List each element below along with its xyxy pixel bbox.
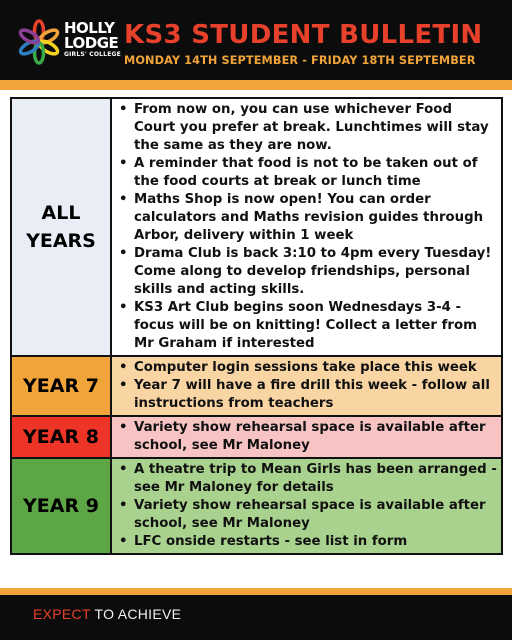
row-year-8 <box>11 416 502 458</box>
notice-list <box>112 419 497 455</box>
flower-logo-icon <box>15 18 63 66</box>
notice-item: • Variety show rehearsal space is available after school, see Mr Maloney <box>112 419 497 455</box>
notice-list <box>112 461 497 551</box>
notice-list <box>112 101 497 353</box>
notice-item: • Maths Shop is now open! You can order calculators and Maths revision guides through Arbor, delivery within 1 week <box>112 191 497 245</box>
footer-slogan-part-1: EXPECT <box>33 606 91 622</box>
label-line-years: YEARS <box>26 230 96 252</box>
row-year-7 <box>11 356 502 416</box>
notice-item: • LFC onside restarts - see list in form <box>112 533 497 551</box>
page-title: KS3 STUDENT BULLETIN <box>124 20 483 50</box>
footer-slogan <box>33 606 181 622</box>
notice-list <box>112 359 497 413</box>
header-bar <box>0 0 512 80</box>
row-content-year-9 <box>111 458 502 554</box>
header-accent-strip <box>0 80 512 90</box>
notice-item: • A reminder that food is not to be taken out of the food courts at break or lunch time <box>112 155 497 191</box>
brand-line-2: LODGE <box>64 34 119 52</box>
row-label-year-9: YEAR 9 <box>11 458 111 554</box>
footer-slogan-part-2: TO ACHIEVE <box>90 606 182 622</box>
row-content-year-7 <box>111 356 502 416</box>
row-content-all-years <box>111 98 502 356</box>
notice-item: • From now on, you can use whichever Food Court you prefer at break. Lunchtimes will stay the same as they are now. <box>112 101 497 155</box>
brand-name <box>64 21 121 59</box>
row-label-year-7: YEAR 7 <box>11 356 111 416</box>
notice-item: • Year 7 will have a fire drill this week - follow all instructions from teachers <box>112 377 497 413</box>
label-line-all: ALL <box>41 202 81 224</box>
row-content-year-8 <box>111 416 502 458</box>
notice-item: • A theatre trip to Mean Girls has been arranged - see Mr Maloney for details <box>112 461 497 497</box>
notice-item: • Computer login sessions take place this week <box>112 359 497 377</box>
notice-item: • Variety show rehearsal space is available after school, see Mr Maloney <box>112 497 497 533</box>
notice-item: • Drama Club is back 3:10 to 4pm every Tuesday! Come along to develop friendships, personal skills and acting skills. <box>112 245 497 299</box>
footer-accent-strip <box>0 588 512 595</box>
row-label-all-years <box>11 98 111 356</box>
row-year-9 <box>11 458 502 554</box>
brand-line-3: GIRLS' COLLEGE <box>64 51 121 58</box>
row-all-years <box>11 98 502 356</box>
date-range: MONDAY 14TH SEPTEMBER - FRIDAY 18TH SEPTEMBER <box>124 54 476 67</box>
notice-item: • KS3 Art Club begins soon Wednesdays 3-4 - focus will be on knitting! Collect a letter from Mr Graham if interested <box>112 299 497 353</box>
bulletin-table <box>10 97 503 555</box>
brand-line-1: HOLLY <box>64 19 115 37</box>
row-label-year-8: YEAR 8 <box>11 416 111 458</box>
